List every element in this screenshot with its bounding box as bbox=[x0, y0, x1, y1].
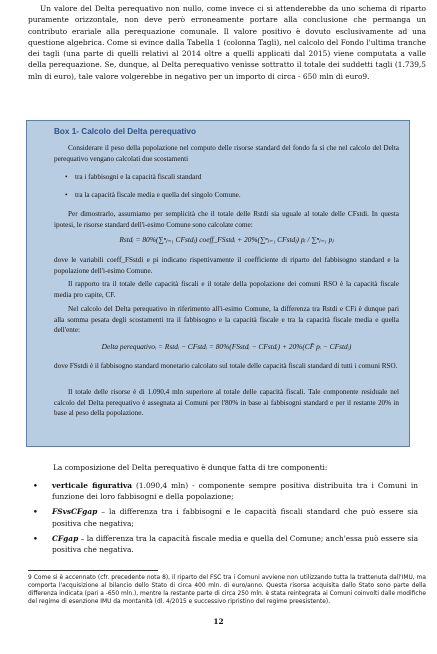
box-paragraph-6: dove FSstdi è il fabbisogno standard monetario calcolato sul totale delle capacità fiscali standard di tutti i comuni RSO. bbox=[54, 362, 398, 370]
formula-rstd: Rstdᵢ = 80%(∑ⁿⱼ₌₁ CFstdⱼ) coeff_FSstdᵢ + 20%(∑ⁿⱼ₌₁ CFstdⱼ) pᵢ / ∑ⁿⱼ₌₁ pⱼ bbox=[119, 235, 334, 244]
components-list bbox=[28, 480, 418, 559]
box-bullet-1-text: tra i fabbisogni e la capacità fiscali standard bbox=[75, 173, 202, 181]
bullet-dot-icon: • bbox=[65, 191, 68, 199]
components-intro: La composizione del Delta perequativo è dunque fatta di tre componenti: bbox=[53, 463, 328, 472]
bullet-dot-icon: • bbox=[33, 507, 38, 517]
component-description: – la differenza tra i fabbisogni e le capacità fiscali standard che può essere sia positiva che negativa; bbox=[52, 507, 418, 528]
box-paragraph-7: Il totale delle risorse è di 1.090,4 mln superiore al totale delle capacità fiscali. Tale componente residuale nel calcolo del Delta perequativo è assegnata ai Comuni per l'80% in base ai fabbisogni standard e per il restante 20% in base al peso della popolazione. bbox=[54, 388, 399, 418]
box-bullet-1 bbox=[65, 173, 202, 181]
intro-paragraph: Un valore del Delta perequativo non nullo, come invece ci si attenderebbe da uno schema di riparto puramente orizzontale, non deve però erroneamente portare alla conclusione che permanga un contributo erariale alla perequazione comunale. Il valore positivo è dovuto esclusivamente ad una questione algebrica. Come si evince dalla Tabella 1 (colonna Tagli), nel calcolo del Fondo l'ultima tranche dei tagli (una parte di quelli relativi al 2014 oltre a quelli applicati dal 2015) viene computata a valle della perequazione. Se, dunque, al Delta perequativo venisse sottratto il totale dei suddetti tagli (1.739,5 mln di euro), tale valore volgerebbe in negativo per un importo di circa - 650 mln di euro9. bbox=[28, 4, 426, 81]
box-paragraph-1: Considerare il peso della popolazione nel computo delle risorse standard del fondo fa sì che nel calcolo del Delta perequativo vengano calcolati due scostamenti bbox=[54, 144, 399, 163]
component-description: – la differenza tra la capacità fiscale media e quella del Comune; anch'essa può essere sia positiva che negativa. bbox=[52, 533, 418, 555]
formula-delta-perequativo: Delta perequativoᵢ = Rstdᵢ − CFstdᵢ = 80%(FSstdᵢ − CFstdᵢ) + 20%(CF̄ pᵢ − CFstdᵢ) bbox=[101, 342, 352, 351]
bullet-dot-icon: • bbox=[33, 533, 38, 543]
page-number: 12 bbox=[213, 617, 224, 626]
box-paragraph-4: Il rapporto tra il totale delle capacità fiscali e il totale della popolazione dei comuni RSO è la capacità fiscale media pro capite, CF. bbox=[54, 280, 399, 299]
component-term: FSvsCFgap bbox=[52, 507, 98, 517]
bullet-dot-icon: • bbox=[33, 481, 38, 490]
box-paragraph-2: Per dimostrarlo, assumiamo per semplicità che il totale delle Rstdi sia uguale al totale delle CFstdi. In questa ipotesi, le risorse standard dell'i-esimo Comune sono calcolate come: bbox=[54, 210, 399, 229]
component-term: CFgap bbox=[52, 533, 79, 543]
box-bullet-2 bbox=[65, 191, 241, 199]
footnote-9: 9 Come si è accennato (cfr. precedente nota 8), il riparto del FSC tra i Comuni avviene non utilizzando tutta la trattenuta dall'IMU, ma comporta l'acquisizione al bilancio dello Stato di circa 400 mln. di euro/anno. Questa risorsa acquisita dallo Stato sono parte della differenza indicata (pari a -650 mln.), mentre la restante parte di circa 250 mln. è stata reintegrata ai Comuni coinvolti dalle modifiche del regime di esenzione IMU da montanità (dl. 4/2015 e successivo ripristino del regime preesistente). bbox=[28, 575, 426, 605]
component-description: (1.090,4 mln) - componente sempre positiva distribuita tra i Comuni in funzione dei loro fabbisogni e della popolazione; bbox=[52, 481, 418, 502]
list-item bbox=[28, 506, 418, 528]
box-bullet-2-text: tra la capacità fiscale media e quella del singolo Comune. bbox=[75, 191, 241, 199]
footnote-divider bbox=[28, 570, 158, 571]
list-item bbox=[28, 533, 418, 555]
box-title: Box 1- Calcolo del Delta perequativo bbox=[54, 127, 196, 136]
component-term: verticale figurativa bbox=[52, 481, 133, 490]
list-item bbox=[28, 480, 418, 502]
box-paragraph-5: Nel calcolo del Delta perequativo in riferimento all'i-esimo Comune, la differenza tra Rstdi e CFi è dunque pari alla somma pesata degli scostamenti tra il fabbisogno e la capacità fiscale e tra la capacità fiscale media e quella dell'ente: bbox=[54, 305, 399, 335]
bullet-dot-icon: • bbox=[65, 173, 68, 181]
box-delta-perequativo bbox=[26, 120, 410, 447]
box-paragraph-3: dove le variabili coeff_FSstdi e pi indicano rispettivamente il coefficiente di riparto del fabbisogno standard e la popolazione dell'i-esimo Comune. bbox=[54, 256, 399, 275]
